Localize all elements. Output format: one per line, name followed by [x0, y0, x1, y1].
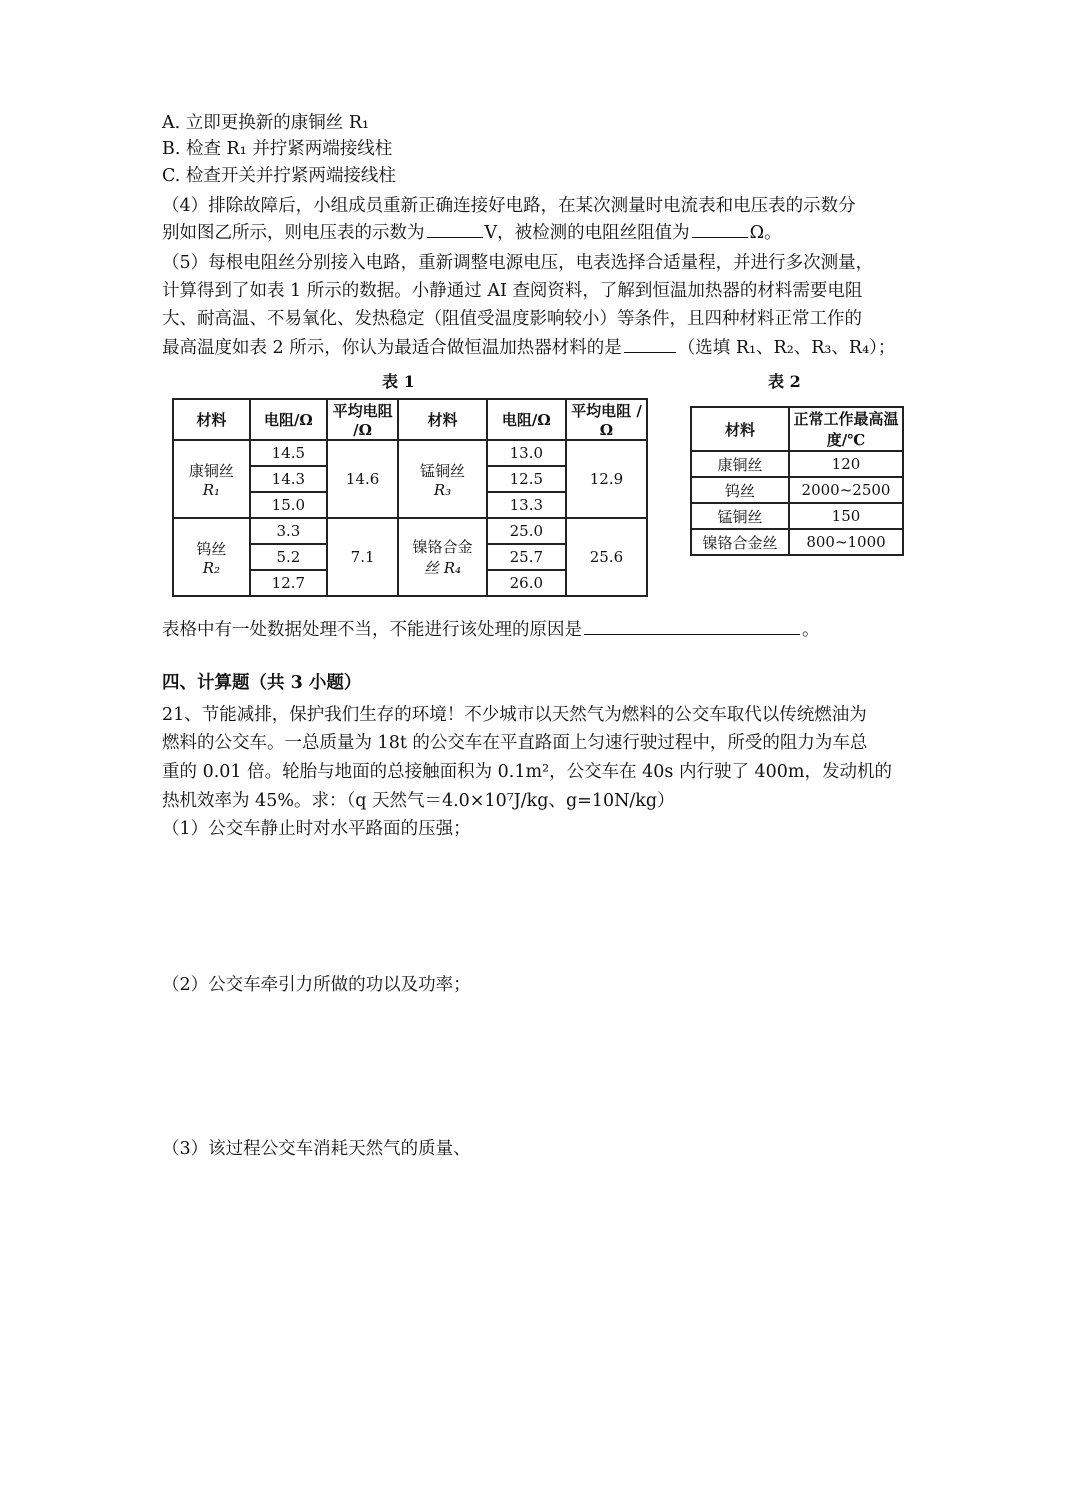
material-cell: 康铜丝	[691, 451, 789, 477]
q4-text-a: 别如图乙所示，则电压表的示数为	[162, 223, 425, 243]
header-resistance: 电阻/Ω	[250, 399, 327, 440]
average-cell: 14.6	[327, 440, 398, 518]
average-cell: 25.6	[566, 518, 647, 596]
section-title: 四、计算题（共 3 小题）	[162, 673, 362, 693]
value-cell: 5.2	[250, 544, 327, 570]
table1-resistance-data	[172, 398, 648, 597]
value-cell: 25.0	[487, 518, 566, 544]
resistance-answer-blank[interactable]	[692, 219, 748, 238]
table-row	[691, 503, 903, 529]
header-material: 材料	[691, 407, 789, 451]
q21-sub2: （2）公交车牵引力所做的功以及功率；	[162, 975, 471, 995]
option-c: C. 检查开关并拧紧两端接线柱	[162, 166, 396, 186]
table2-caption: 表 2	[768, 372, 801, 391]
q4-line1: （4）排除故障后，小组成员重新正确连接好电路，在某次测量时电流表和电压表的示数分	[162, 196, 856, 216]
material-cell: 康铜丝 R₁	[173, 440, 250, 518]
q4-text-c: Ω。	[749, 223, 782, 243]
q5-line1: （5）每根电阻丝分别接入电路，重新调整电源电压，电表选择合适量程，并进行多次测量，	[162, 253, 874, 273]
q5-text-b: （选填 R₁、R₂、R₃、R₄）；	[677, 338, 896, 358]
header-material: 材料	[398, 399, 487, 440]
header-resistance: 电阻/Ω	[487, 399, 566, 440]
material-cell: 钨丝	[691, 477, 789, 503]
voltage-answer-blank[interactable]	[427, 219, 483, 238]
header-material: 材料	[173, 399, 250, 440]
table-row	[173, 518, 647, 544]
table-note-text: 表格中有一处数据处理不当，不能进行该处理的原因是	[162, 620, 582, 640]
q4-text-b: V，被检测的电阻丝阻值为	[484, 223, 690, 243]
q5-line2: 计算得到了如表 1 所示的数据。小静通过 AI 查阅资料，了解到恒温加热器的材料需要电阻	[162, 281, 863, 301]
table2-max-temperature	[690, 406, 904, 556]
value-cell: 15.0	[250, 492, 327, 518]
average-cell: 7.1	[327, 518, 398, 596]
value-cell: 25.7	[487, 544, 566, 570]
value-cell: 13.3	[487, 492, 566, 518]
material-cell: 镍铬合金 丝 R₄	[398, 518, 487, 596]
material-cell: 镍铬合金丝	[691, 529, 789, 555]
option-a: A. 立即更换新的康铜丝 R₁	[162, 113, 370, 133]
q21-line2: 燃料的公交车。一总质量为 18t 的公交车在平直路面上匀速行驶过程中，所受的阻力为车总	[162, 733, 868, 753]
value-cell: 13.0	[487, 440, 566, 466]
q21-line3: 重的 0.01 倍。轮胎与地面的总接触面积为 0.1m²，公交车在 40s 内行驶了 400m，发动机的	[162, 762, 893, 782]
value-cell: 150	[789, 503, 903, 529]
material-cell: 锰铜丝	[691, 503, 789, 529]
table-row	[173, 440, 647, 466]
material-cell: 锰铜丝 R₃	[398, 440, 487, 518]
value-cell: 2000~2500	[789, 477, 903, 503]
q21-sub1: （1）公交车静止时对水平路面的压强；	[162, 819, 471, 839]
value-cell: 800~1000	[789, 529, 903, 555]
value-cell: 14.3	[250, 466, 327, 492]
table-note-end: 。	[802, 620, 820, 640]
value-cell: 12.7	[250, 570, 327, 596]
option-b: B. 检查 R₁ 并拧紧两端接线柱	[162, 139, 393, 159]
header-average: 平均电阻 /Ω	[327, 399, 398, 440]
q21-sub3: （3）该过程公交车消耗天然气的质量、	[162, 1139, 471, 1159]
header-max-temp: 正常工作最高温度/℃	[789, 407, 903, 451]
value-cell: 12.5	[487, 466, 566, 492]
table1-caption: 表 1	[382, 372, 415, 391]
q5-line4	[162, 334, 895, 361]
table1-header-row	[173, 399, 647, 440]
material-cell: 钨丝 R₂	[173, 518, 250, 596]
header-average: 平均电阻 /Ω	[566, 399, 647, 440]
average-cell: 12.9	[566, 440, 647, 518]
material-answer-blank[interactable]	[624, 334, 676, 353]
q5-line3: 大、耐高温、不易氧化、发热稳定（阻值受温度影响较小）等条件，且四种材料正常工作的	[162, 309, 862, 329]
value-cell: 26.0	[487, 570, 566, 596]
value-cell: 3.3	[250, 518, 327, 544]
q5-text-a: 最高温度如表 2 所示，你认为最适合做恒温加热器材料的是	[162, 338, 622, 358]
value-cell: 120	[789, 451, 903, 477]
table2-header-row	[691, 407, 903, 451]
reason-answer-blank[interactable]	[584, 616, 800, 635]
table-row	[691, 451, 903, 477]
value-cell: 14.5	[250, 440, 327, 466]
table-row	[691, 529, 903, 555]
q21-line4: 热机效率为 45%。求：（q 天然气＝4.0×10⁷J/kg、g=10N/kg）	[162, 791, 675, 811]
q21-line1: 21、节能减排，保护我们生存的环境！不少城市以天然气为燃料的公交车取代以传统燃油为	[162, 705, 867, 725]
q4-line2	[162, 219, 782, 246]
table-note	[162, 616, 820, 643]
table-row	[691, 477, 903, 503]
